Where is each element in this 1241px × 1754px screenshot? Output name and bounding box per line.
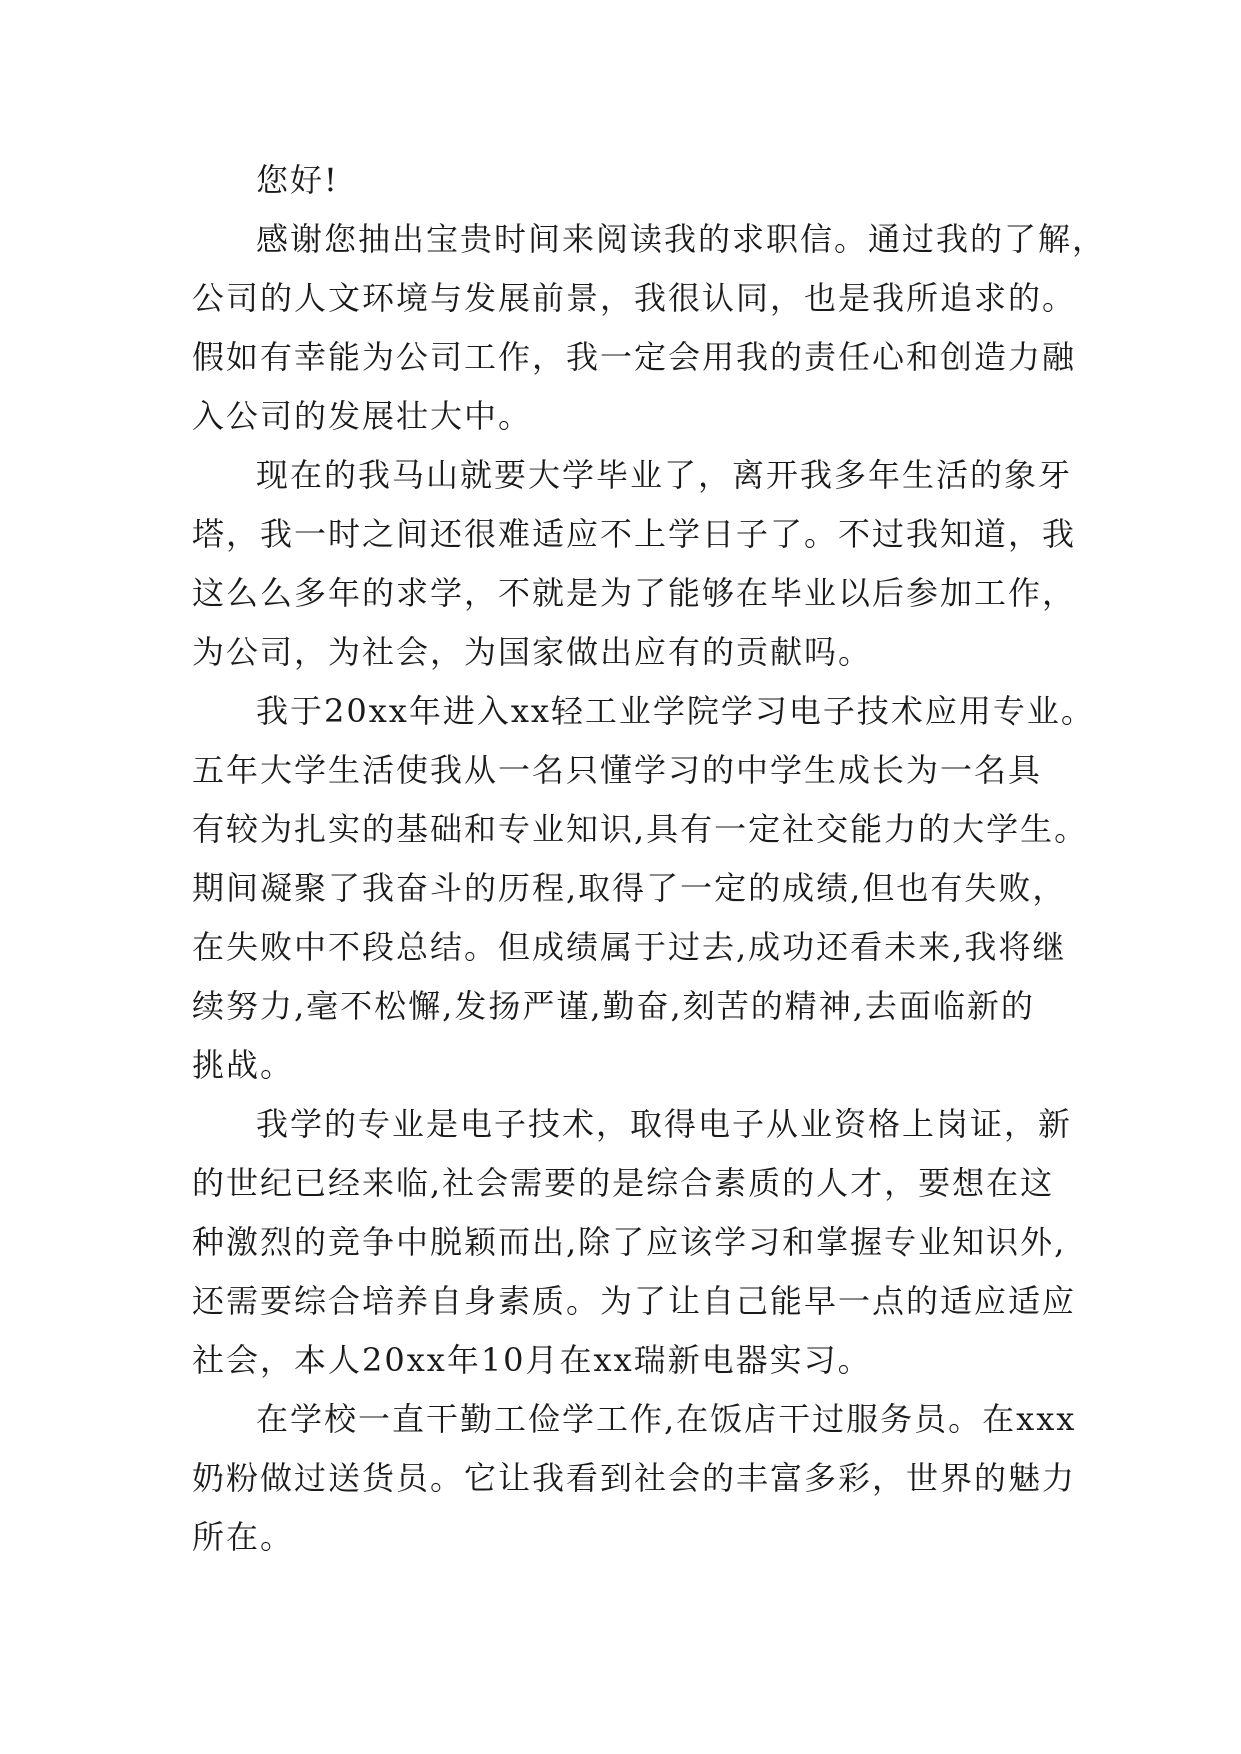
- paragraph-3-line-1: 我于20xx年进入xx轻工业学院学习电子技术应用专业。: [256, 692, 1095, 730]
- paragraph-4-line-5: 社会，本人20xx年10月在xx瑞新电器实习。: [192, 1341, 872, 1379]
- paragraph-5-line-1: 在学校一直干勤工俭学工作,在饭店干过服务员。在xxx: [256, 1400, 1077, 1438]
- paragraph-3-line-4: 期间凝聚了我奋斗的历程,取得了一定的成绩,但也有失败，: [192, 869, 1067, 907]
- paragraph-1-line-2: 公司的人文环境与发展前景，我很认同，也是我所追求的。: [192, 279, 1077, 317]
- paragraph-1-line-1: 感谢您抽出宝贵时间来阅读我的求职信。通过我的了解，: [256, 220, 1107, 258]
- paragraph-3-line-6: 续努力,毫不松懈,发扬严谨,勤奋,刻苦的精神,去面临新的: [192, 987, 1035, 1025]
- paragraph-5-line-2: 奶粉做过送货员。它让我看到社会的丰富多彩，世界的魅力: [192, 1459, 1077, 1497]
- paragraph-3-line-5: 在失败中不段总结。但成绩属于过去,成功还看未来,我将继: [192, 928, 1067, 966]
- paragraph-2-line-3: 这么么多年的求学，不就是为了能够在毕业以后参加工作，: [192, 574, 1077, 612]
- paragraph-4-line-1: 我学的专业是电子技术，取得电子从业资格上岗证，新: [256, 1105, 1073, 1143]
- paragraph-4-line-4: 还需要综合培养自身素质。为了让自己能早一点的适应适应: [192, 1282, 1077, 1320]
- paragraph-1-line-3: 假如有幸能为公司工作，我一定会用我的责任心和创造力融: [192, 338, 1077, 376]
- paragraph-1-line-4: 入公司的发展壮大中。: [192, 397, 533, 435]
- paragraph-3-line-7: 挑战。: [192, 1046, 295, 1084]
- paragraph-2-line-1: 现在的我马山就要大学毕业了，离开我多年生活的象牙: [256, 456, 1073, 494]
- greeting-line: 您好!: [256, 161, 339, 199]
- letter-body: [192, 160, 1107, 1576]
- paragraph-3-line-2: 五年大学生活使我从一名只懂学习的中学生成长为一名具: [192, 751, 1043, 789]
- paragraph-4-line-3: 种激烈的竞争中脱颖而出,除了应该学习和掌握专业知识外,: [192, 1223, 1067, 1261]
- paragraph-3-line-3: 有较为扎实的基础和专业知识,具有一定社交能力的大学生。: [192, 810, 1089, 848]
- paragraph-2-line-4: 为公司，为社会，为国家做出应有的贡献吗。: [192, 633, 873, 671]
- paragraph-4-line-2: 的世纪已经来临,社会需要的是综合素质的人才，要想在这: [192, 1164, 1055, 1202]
- paragraph-5-line-3: 所在。: [192, 1518, 295, 1556]
- paragraph-2-line-2: 塔，我一时之间还很难适应不上学日子了。不过我知道，我: [192, 515, 1077, 553]
